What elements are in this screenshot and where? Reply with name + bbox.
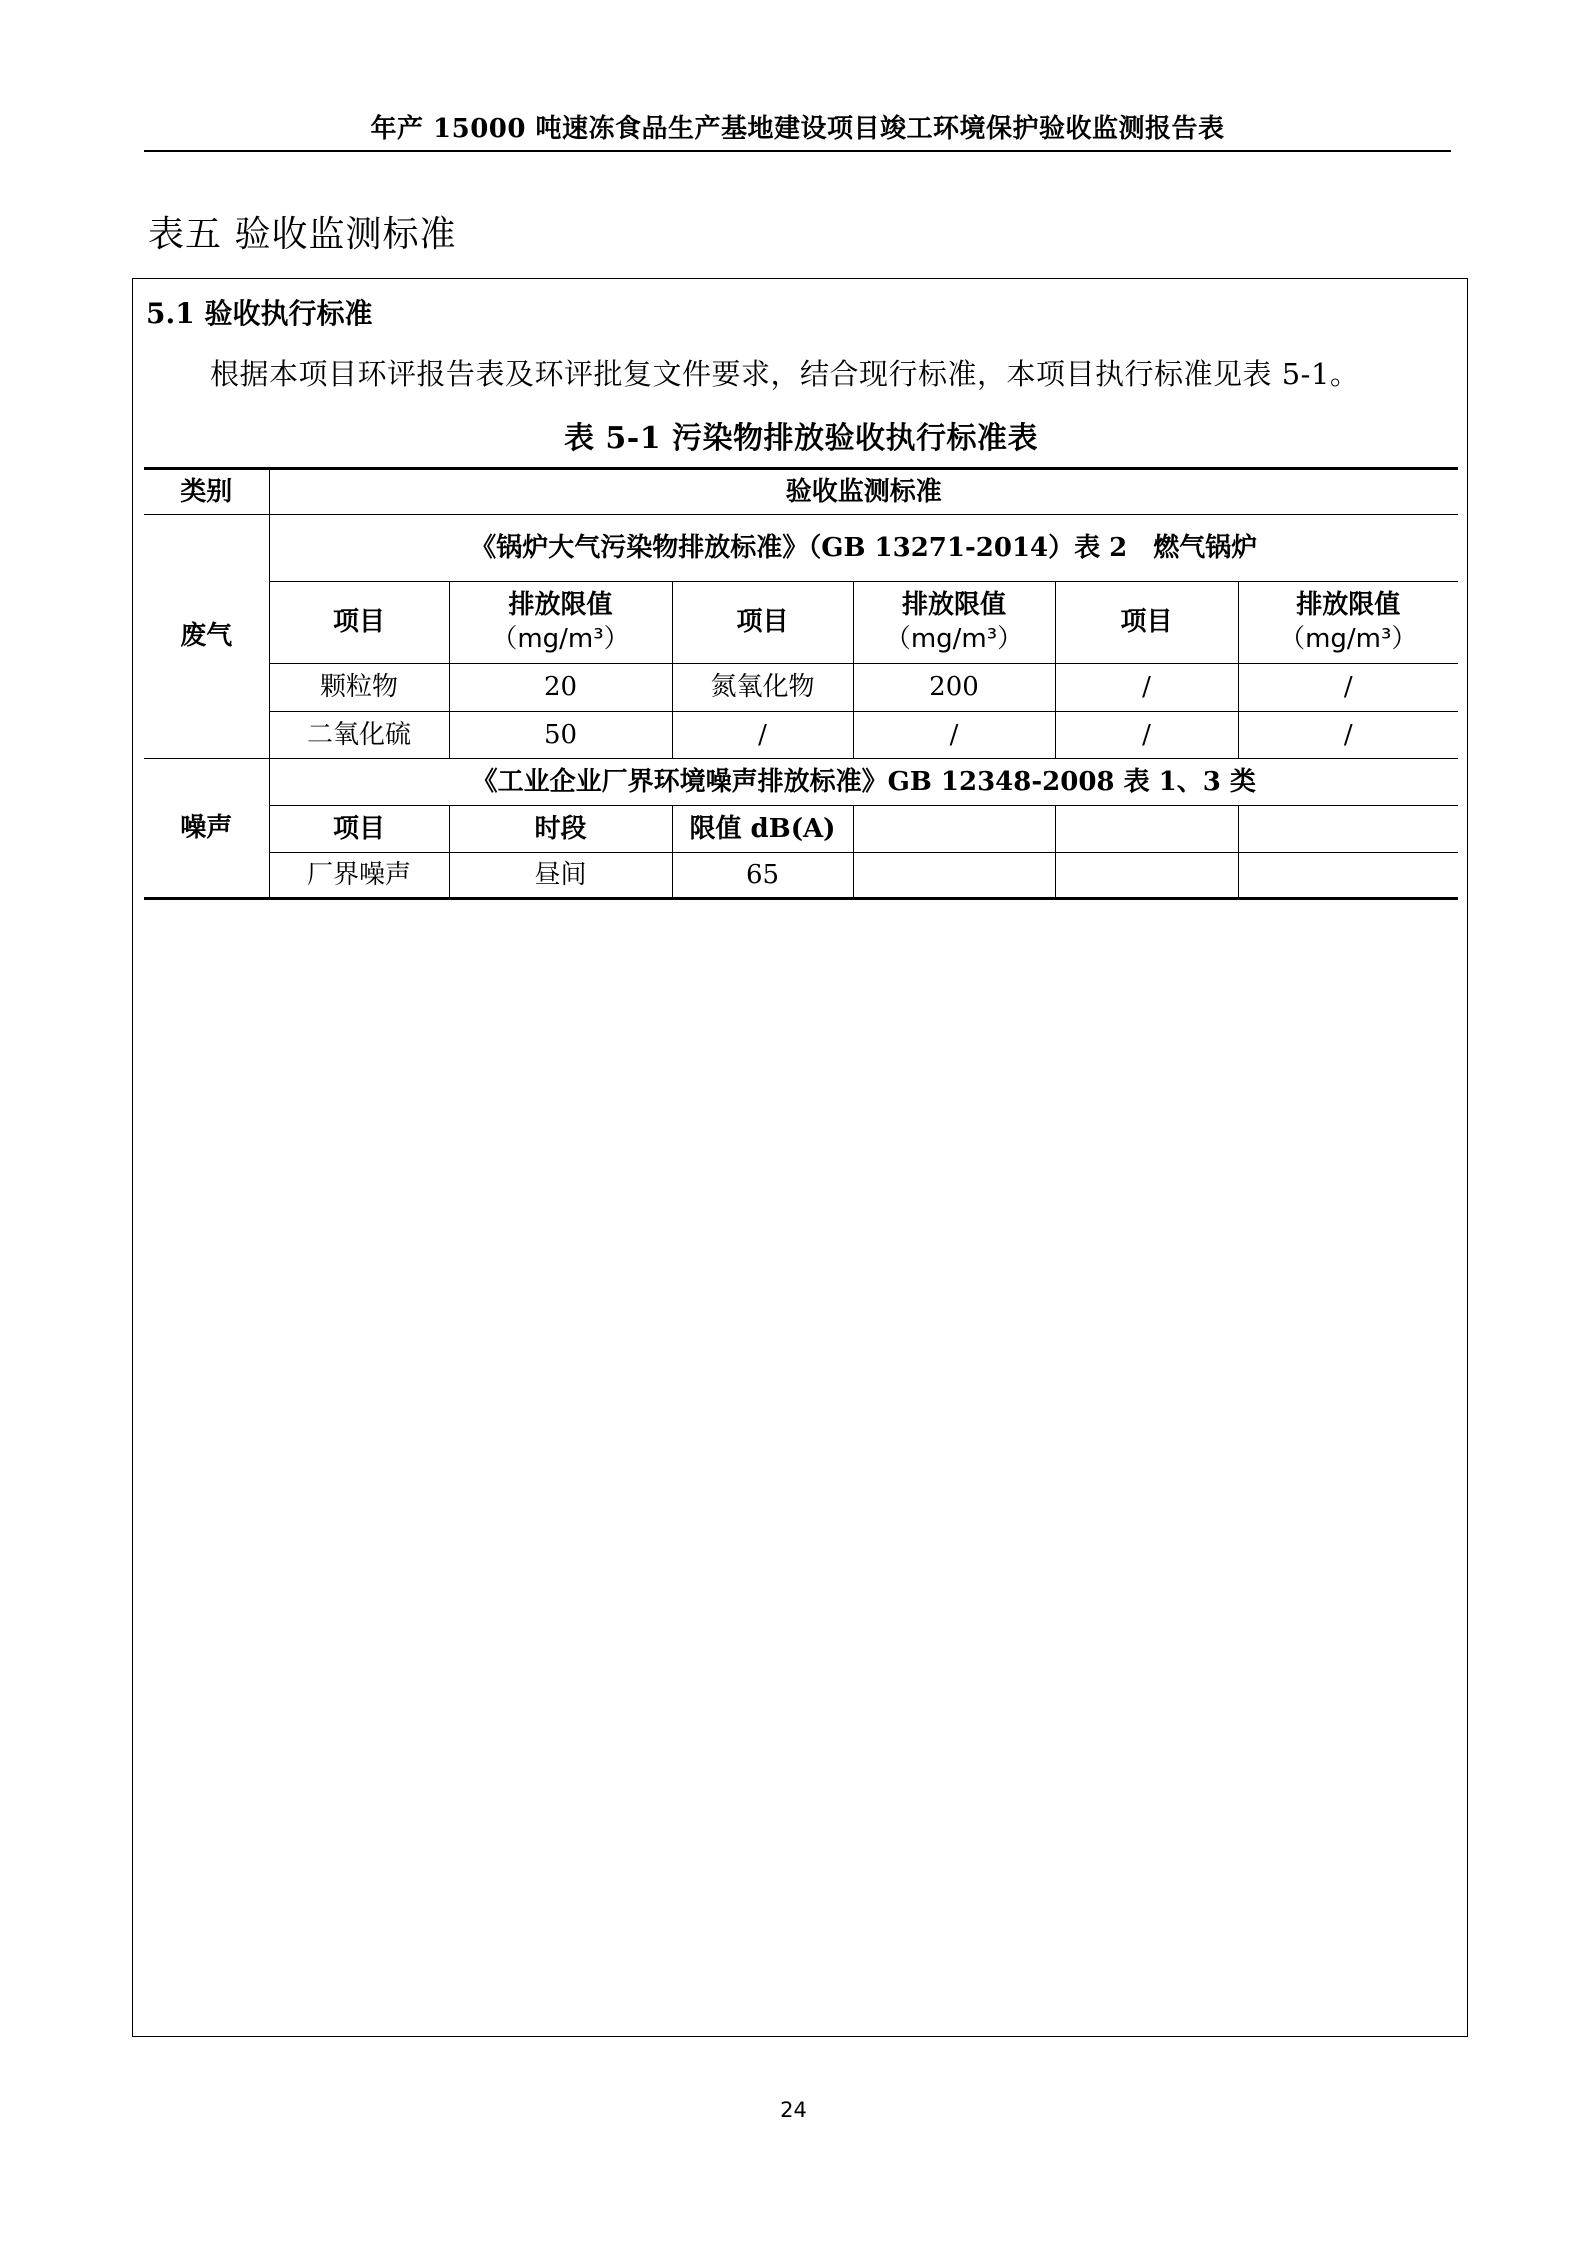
table-cell: / [1238,664,1458,712]
body-paragraph: 根据本项目环评报告表及环评批复文件要求，结合现行标准，本项目执行标准见表 5-1。 [210,357,1360,391]
table-cell: 200 [853,664,1055,712]
noise-standard-title: 《工业企业厂界环境噪声排放标准》GB 12348-2008 表 1、3 类 [269,759,1458,806]
noise-standard-row [144,759,1458,806]
subsection-title: 5.1 验收执行标准 [146,297,373,330]
item-header: 项目 [1055,582,1238,664]
limit-header-label: 排放限值 [901,589,1006,620]
table-cell: 65 [672,853,853,899]
noise-column-header-row [144,806,1458,853]
empty-cell [853,806,1055,853]
table-cell: / [1238,712,1458,759]
table-cell: 20 [449,664,672,712]
waste-gas-column-header-row [144,582,1458,664]
table-cell: / [1055,664,1238,712]
period-header: 时段 [449,806,672,853]
waste-gas-standard-title: 《锅炉大气污染物排放标准》（GB 13271-2014）表 2 燃气锅炉 [269,515,1458,582]
waste-gas-data-row [144,664,1458,712]
limit-header [449,582,672,664]
table-cell: 厂界噪声 [269,853,449,899]
limit-header [853,582,1055,664]
table-caption: 表 5-1 污染物排放验收执行标准表 [563,421,1039,456]
table-cell: 二氧化硫 [269,712,449,759]
limit-header: 限值 dB(A) [672,806,853,853]
table-cell: / [853,712,1055,759]
limit-header-unit: （mg/m³） [491,623,630,654]
item-header: 项目 [269,806,449,853]
table-header-row [144,469,1458,515]
running-header: 年产 15000 吨速冻食品生产基地建设项目竣工环境保护验收监测报告表 [370,114,1225,144]
limit-header-label: 排放限值 [1296,589,1401,620]
item-header: 项目 [269,582,449,664]
item-header: 项目 [672,582,853,664]
table-cell: / [672,712,853,759]
limit-header-label: 排放限值 [508,589,613,620]
waste-gas-standard-row [144,515,1458,582]
category-header: 类别 [144,469,269,515]
empty-cell [1055,853,1238,899]
table-cell: / [1055,712,1238,759]
limit-header-unit: （mg/m³） [1279,623,1418,654]
empty-cell [1238,806,1458,853]
empty-cell [1055,806,1238,853]
noise-category: 噪声 [144,759,269,899]
section-title: 表五 验收监测标准 [148,214,457,255]
header-rule [144,150,1451,152]
table-cell: 50 [449,712,672,759]
empty-cell [1238,853,1458,899]
waste-gas-category: 废气 [144,515,269,759]
limit-header-unit: （mg/m³） [884,623,1024,654]
table-cell: 氮氧化物 [672,664,853,712]
table-cell: 颗粒物 [269,664,449,712]
noise-data-row [144,853,1458,899]
limit-header [1238,582,1458,664]
standards-table [144,467,1458,900]
table-cell: 昼间 [449,853,672,899]
page-number: 24 [780,2098,807,2122]
waste-gas-data-row [144,712,1458,759]
empty-cell [853,853,1055,899]
standard-header: 验收监测标准 [269,469,1458,515]
